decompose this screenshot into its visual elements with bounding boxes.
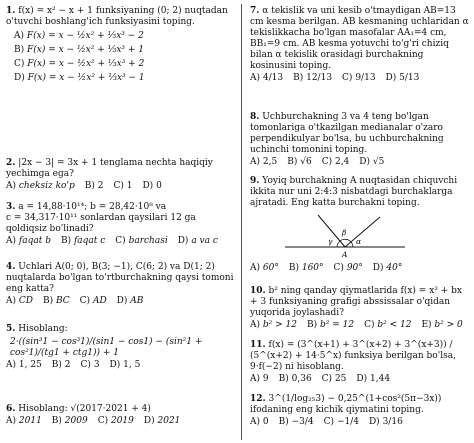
question-number: 7. [250, 6, 260, 16]
option-a[interactable]: A) CD [6, 295, 33, 306]
gamma-arc [337, 241, 340, 247]
option-d[interactable]: D) 1, 5 [109, 359, 141, 370]
question-8 [250, 112, 470, 168]
option-a[interactable]: A) 9 [250, 373, 269, 384]
option-b[interactable]: B) 2 [51, 359, 71, 370]
question-7 [250, 6, 470, 84]
question-9 [250, 176, 470, 274]
options [250, 417, 470, 428]
options [250, 263, 470, 274]
option-c[interactable]: C) F(x) = x − ½x² + ⅓x³ + 2 [14, 58, 145, 69]
option-c[interactable]: C) barchasi [115, 235, 168, 246]
options [6, 31, 234, 84]
options [6, 296, 234, 307]
option-a[interactable]: A) 60° [250, 262, 279, 273]
option-c[interactable]: C) 2,4 [321, 156, 350, 167]
question-1 [6, 6, 234, 87]
options [6, 236, 234, 247]
option-a[interactable]: A) F(x) = x − ½x² + ⅓x³ − 2 [14, 30, 144, 41]
gamma-label: γ [328, 236, 333, 246]
question-text: |2x − 3| = 3x + 1 tenglama nechta haqiqiy yechimga ega? [6, 158, 213, 179]
straight-angle-diagram [280, 211, 410, 261]
question-5 [6, 324, 234, 371]
question-text: b² ning qanday qiymatlarida f(x) = x² + bx + 3 funksiyaning grafigi abssissalar o'qidan yuqorida joylashadi? [250, 286, 462, 318]
option-d[interactable]: D) 0 [142, 180, 162, 191]
question-text: Uchlari A(0; 0), B(3; −1), C(6; 2) va D(1; 2) nuqtalarda bo'lgan to'rtburchakning qaysi tomoni eng katta? [6, 262, 234, 294]
option-b[interactable]: B) BC [43, 295, 70, 306]
question-text: 3^(1/log₂₅3) − 0,25^(1+cos²(5π−3x)) ifodaning eng kichik qiymatini toping. [250, 394, 442, 415]
option-b[interactable]: B) b² = 12 [306, 319, 355, 330]
option-d[interactable]: D) 5/13 [385, 72, 420, 83]
option-c[interactable]: C) b² < 12 [364, 319, 412, 330]
question-number: 11. [250, 340, 266, 350]
option-d[interactable]: D) F(x) = x − ½x² + ⅓x³ − 1 [14, 72, 145, 83]
question-12 [250, 394, 470, 428]
ray-right [345, 217, 380, 247]
option-c[interactable]: C) 9/13 [342, 72, 376, 83]
option-d[interactable]: D) 3/16 [368, 416, 403, 427]
option-a[interactable]: A) 2011 [6, 415, 42, 426]
options [250, 320, 470, 331]
option-c[interactable]: C) 2019 [97, 415, 134, 426]
option-e[interactable]: E) b² > 0 [421, 319, 463, 330]
option-a[interactable]: A) 1, 25 [6, 359, 42, 370]
question-text: α tekislik va uni kesib o'tmaydigan AB=13 cm kesma berilgan. AB kesmaning uchlaridan α tekislikkacha bo'lgan masofalar AA₁=4 cm, BB₁=9 cm. AB kesma yotuvchi to'g'ri chiziq bilan α tekislik orasidagi burchakning kosinusini toping. [250, 6, 469, 71]
option-d[interactable]: D) 1,44 [356, 373, 391, 384]
options [250, 73, 470, 84]
beta-label: β [342, 227, 347, 237]
options [6, 181, 234, 192]
options [6, 416, 234, 427]
question-number: 6. [6, 404, 16, 414]
option-d[interactable]: D) a va c [177, 235, 218, 246]
option-a[interactable]: A) 2,5 [250, 156, 278, 167]
alpha-arc [351, 242, 353, 247]
question-4 [6, 262, 234, 307]
question-text: Uchburchakning 3 va 4 teng bo'lgan tomonlariga o'tkazilgan medianalar o'zaro perpendikulyar bo'lsa, bu uchburchakning uchinchi tomonini toping. [250, 112, 444, 155]
question-number: 9. [250, 176, 260, 186]
point-a-label: A [342, 249, 348, 259]
option-b[interactable]: B) 2009 [51, 415, 88, 426]
question-10 [250, 286, 470, 331]
option-d[interactable]: D) √5 [359, 156, 385, 167]
alpha-label: α [356, 236, 362, 246]
question-text: a = 14,88·10¹⁴; b = 28,42·10⁸ va c = 34,317·10¹¹ sonlardan qaysilari 12 ga qoldiqsiz bo'linadi? [6, 202, 196, 234]
option-a[interactable]: A) faqat b [6, 235, 51, 246]
question-number: 5. [6, 324, 16, 334]
expression: 2·((sin³1 − cos³1)/(sin1 − cos1) − (sin²1 + cos²1)/(tg1 + ctg1)) + 1 [10, 336, 203, 358]
option-c[interactable]: C) 1 [113, 180, 133, 191]
question-text: f(x) = x² − x + 1 funksiyaning (0; 2) nuqtadan o'tuvchi boshlang'ich funksiyasini toping. [6, 6, 228, 27]
question-6 [6, 404, 234, 427]
option-b[interactable]: B) 0,36 [278, 373, 312, 384]
question-3 [6, 202, 234, 247]
question-number: 1. [6, 6, 16, 16]
question-11 [250, 340, 470, 385]
option-b[interactable]: B) −3/4 [278, 416, 314, 427]
options [250, 374, 470, 385]
option-a[interactable]: A) cheksiz ko'p [6, 180, 75, 191]
option-d[interactable]: D) AB [116, 295, 144, 306]
option-b[interactable]: B) F(x) = x − ½x² + ⅓x³ + 1 [14, 44, 145, 55]
option-a[interactable]: A) 4/13 [250, 72, 284, 83]
angle-figure [280, 211, 470, 261]
option-c[interactable]: C) AD [79, 295, 107, 306]
column-divider [241, 4, 242, 440]
options [250, 157, 470, 168]
question-text: Yoyiq burchakning A nuqtasidan chiquvchi ikkita nur uni 2:4:3 nisbatdagi burchaklarga ajratadi. Eng katta burchakni toping. [250, 176, 458, 208]
question-text: Hisoblang: [18, 324, 68, 334]
question-number: 12. [250, 394, 266, 404]
question-text: f(x) = (3^(x+1) + 3^(x+2) + 3^(x+3)) / (5^(x+2) + 14·5^x) funksiya berilgan bo'lsa, 9·f(−2) ni hisoblang. [250, 340, 456, 372]
question-number: 10. [250, 286, 266, 296]
option-c[interactable]: C) −1/4 [323, 416, 359, 427]
beta-arc [340, 239, 351, 242]
question-number: 4. [6, 262, 16, 272]
option-d[interactable]: D) 40° [372, 262, 403, 273]
question-number: 3. [6, 202, 16, 212]
option-a[interactable]: A) 0 [250, 416, 269, 427]
options [6, 360, 234, 371]
option-b[interactable]: B) 160° [288, 262, 324, 273]
question-text: Hisoblang: √(2017·2021 + 4) [18, 404, 151, 414]
question-2 [6, 158, 234, 192]
option-d[interactable]: D) 2021 [143, 415, 181, 426]
option-b[interactable]: B) 2 [84, 180, 104, 191]
question-number: 8. [250, 112, 260, 122]
option-c[interactable]: C) 90° [333, 262, 363, 273]
question-number: 2. [6, 158, 16, 168]
option-a[interactable]: A) b² > 12 [250, 319, 297, 330]
option-c[interactable]: C) 3 [80, 359, 100, 370]
option-b[interactable]: B) faqat c [60, 235, 106, 246]
option-b[interactable]: B) √6 [287, 156, 312, 167]
option-c[interactable]: C) 25 [321, 373, 347, 384]
option-b[interactable]: B) 12/13 [293, 72, 333, 83]
